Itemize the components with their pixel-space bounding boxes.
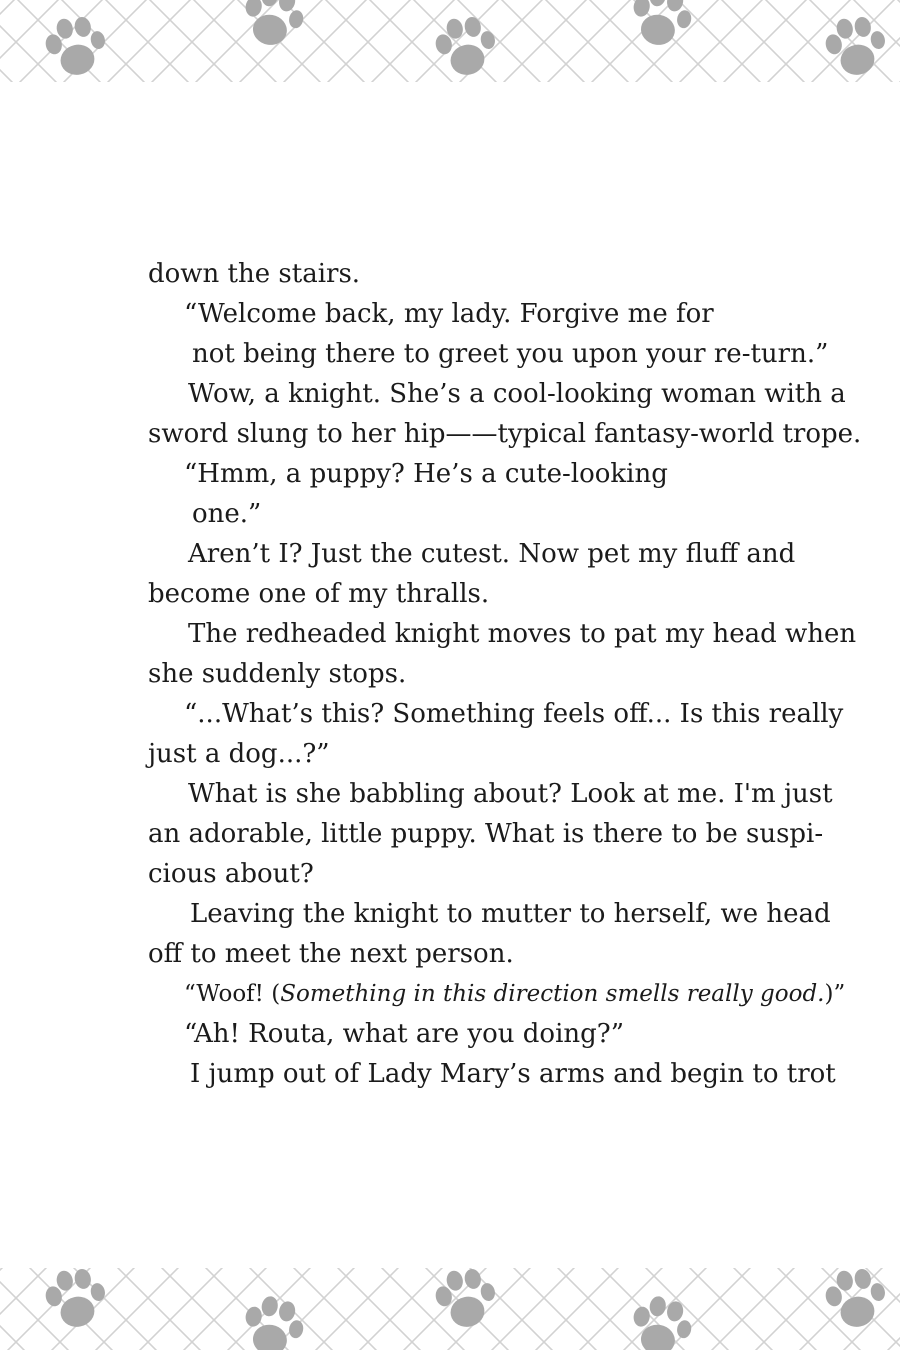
text-line: one.” <box>192 499 262 529</box>
text-line: just a dog...?” <box>148 739 330 769</box>
text-line: she suddenly stops. <box>148 659 407 689</box>
text-line: “Ah! Routa, what are you doing?” <box>184 1019 625 1049</box>
text-line: an adorable, little puppy. What is there to be suspi- <box>148 819 824 849</box>
paw-lattice-top <box>0 0 900 82</box>
woof-quote-close: )” <box>824 981 846 1007</box>
text-line-woof <box>184 974 845 1014</box>
text-line: What is she babbling about? Look at me. I'm just <box>188 779 833 809</box>
text-line: “Hmm, a puppy? He’s a cute-looking <box>184 459 668 489</box>
text-line: Aren’t I? Just the cutest. Now pet my fluff and <box>188 539 796 569</box>
text-line: off to meet the next person. <box>148 939 514 969</box>
bottom-paw-border <box>0 1268 900 1350</box>
text-line: Wow, a knight. She’s a cool-looking woman with a <box>188 379 846 409</box>
text-line: Leaving the knight to mutter to herself, we head <box>190 899 831 929</box>
text-line: down the stairs. <box>148 259 361 289</box>
woof-italic-thought: Something in this direction smells really good. <box>280 981 825 1007</box>
top-paw-border <box>0 0 900 82</box>
text-line: The redheaded knight moves to pat my head when <box>188 619 857 649</box>
paw-lattice-bottom <box>0 1268 900 1350</box>
text-line: “Welcome back, my lady. Forgive me for <box>184 299 714 329</box>
text-line: cious about? <box>148 859 314 889</box>
text-line: become one of my thralls. <box>148 579 490 609</box>
woof-quote-open: “Woof! ( <box>184 981 281 1007</box>
text-line: sword slung to her hip——typical fantasy-world trope. <box>148 419 862 449</box>
text-line: not being there to greet you upon your re-turn.” <box>192 339 829 369</box>
text-line: I jump out of Lady Mary’s arms and begin to trot <box>190 1059 836 1089</box>
text-line: “...What’s this? Something feels off... Is this really <box>184 699 844 729</box>
